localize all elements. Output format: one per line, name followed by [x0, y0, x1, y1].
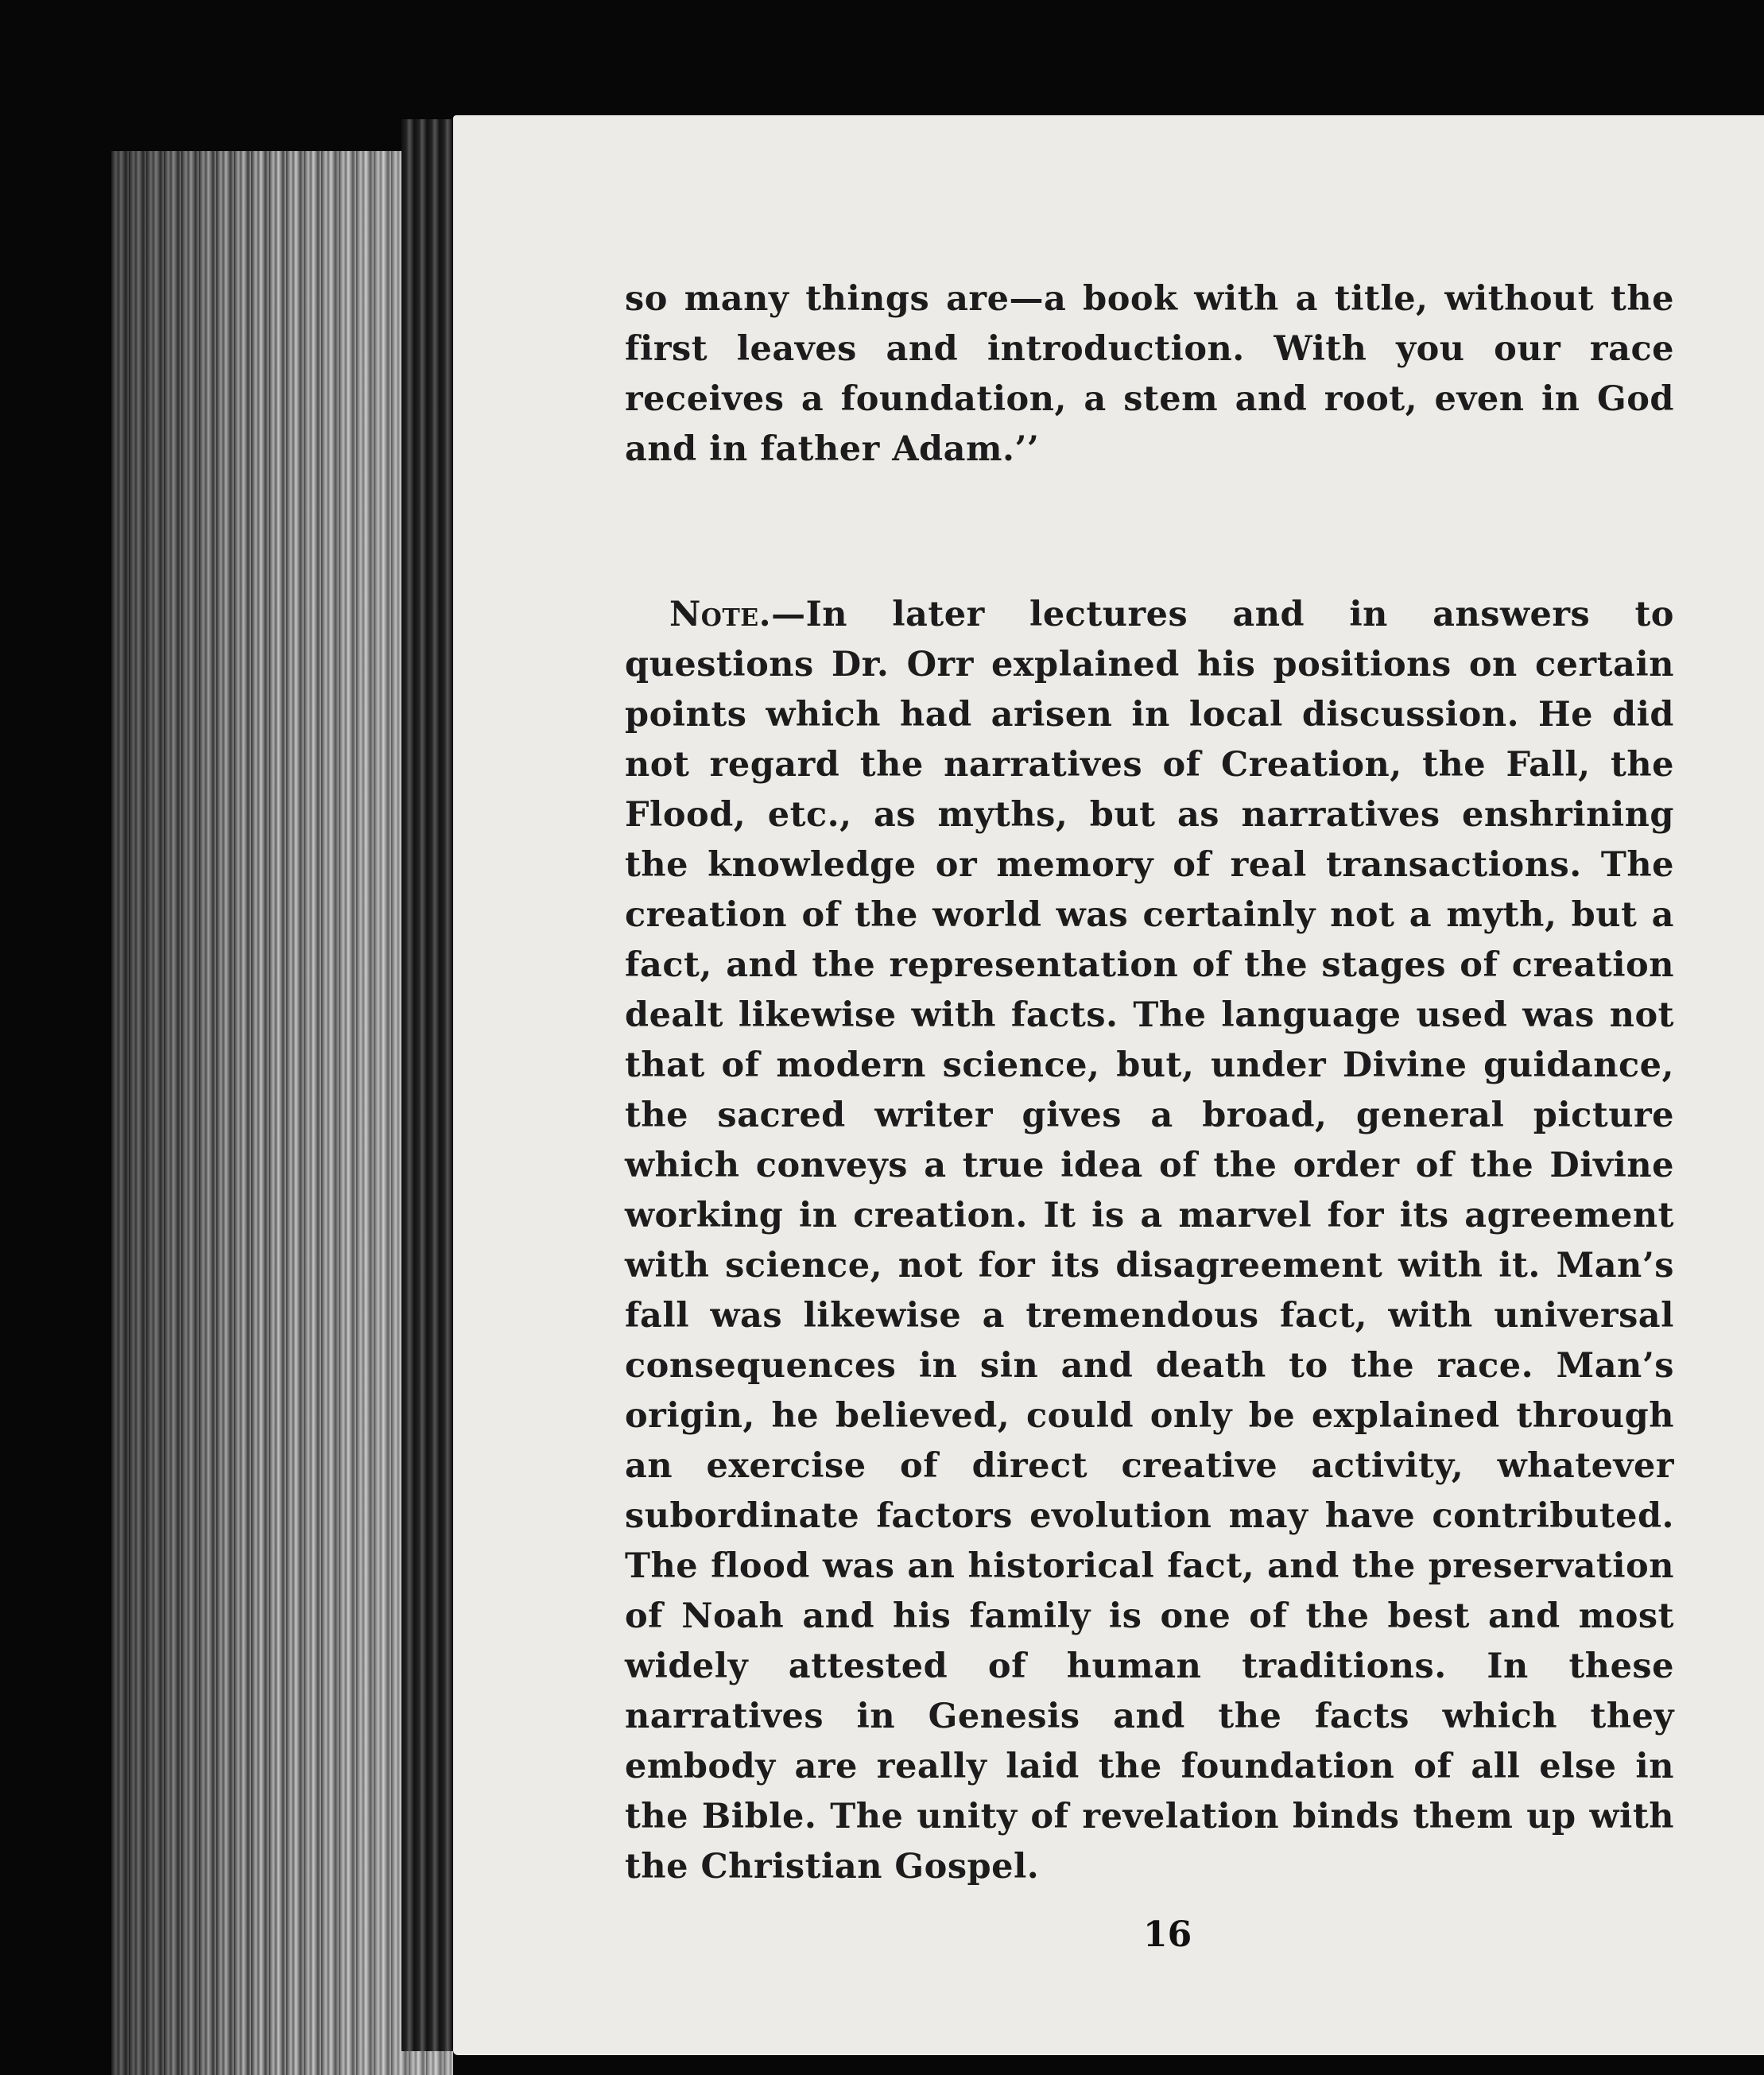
- quote-paragraph: so many things are—a book with a title, without the first leaves and introduction. With you our race receives a foundation, a stem and root, even in God and in father Adam.’’: [625, 279, 1674, 469]
- note-lead: Note.: [669, 595, 772, 634]
- quote-continuation: [625, 274, 1674, 475]
- note-paragraph: [625, 590, 1674, 1892]
- book-spine-gutter: [401, 119, 457, 2051]
- note-section: [625, 590, 1674, 1892]
- page-number: 16: [1143, 1914, 1192, 1955]
- note-body: —In later lectures and in answers to questions Dr. Orr explained his positions on certain points which had arisen in local discussion. He did not regard the narratives of Creation, the Fall, the Flood, etc., as myths, but as narratives enshrining the knowledge or memory of real transactions. The creation of the world was certainly not a myth, but a fact, and the representation of the stages of creation dealt likewise with facts. The language used was not that of modern science, but, under Divine guidance, the sacred writer gives a broad, general picture which conveys a true idea of the order of the Divine working in creation. It is a marvel for its agreement with science, not for its disagreement with it. Man’s fall was likewise a tremendous fact, with universal consequences in sin and death to the race. Man’s origin, he believed, could only be explained through an exercise of direct creative activity, whatever subordinate factors evolution may have contributed. The flood was an historical fact, and the preservation of Noah and his family is one of the best and most widely attested of human traditions. In these narratives in Genesis and the facts which they embody are really laid the foundation of all else in the Bible. The unity of revelation binds them up with the Christian Gospel.: [625, 595, 1674, 1887]
- page-text-block: [625, 274, 1674, 1892]
